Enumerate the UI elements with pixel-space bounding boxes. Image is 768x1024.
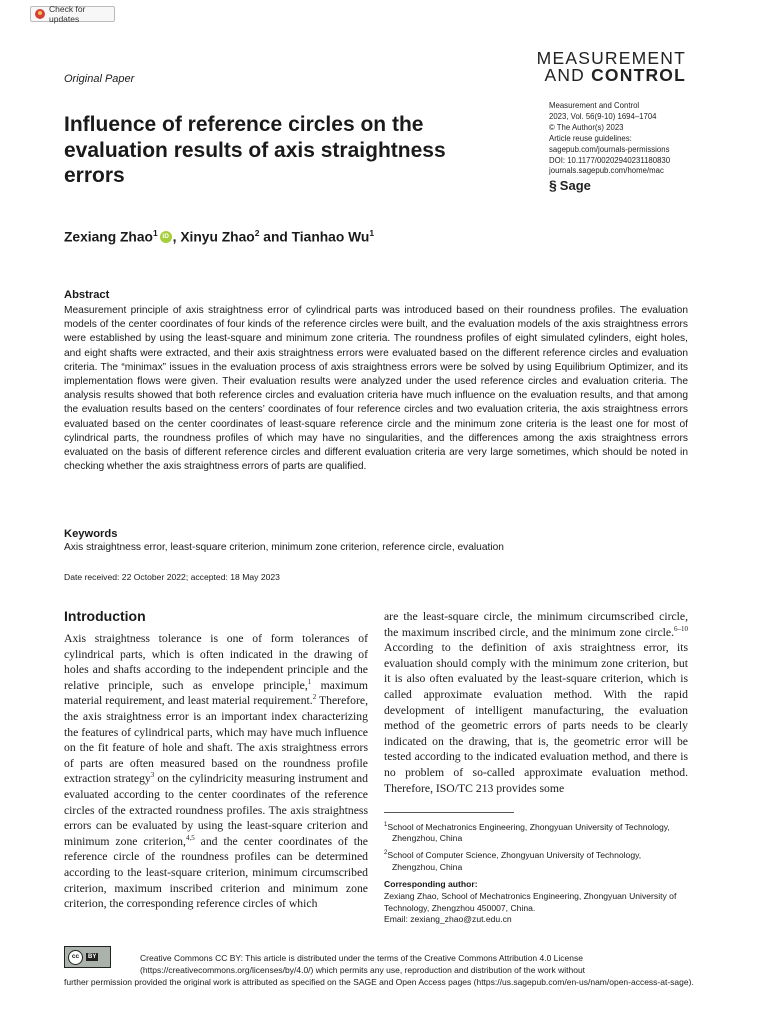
intro-text: According to the definition of axis straightness error, its evaluation should comply with the minimum zone criterion, but it is also often evaluated by the least-square criterion, which is called approximate evaluation method. With the rapid development of intelligent manufacturing, the evaluation method of the geometric errors of parts needs to be clearly indicated on the drawing, that is, the geometric error will be tested according to the indicated evaluation method, and there is no problem of so-called approximate evaluation method. Therefore, ISO/TC 213 provides some bbox=[384, 641, 688, 795]
sage-logo bbox=[549, 177, 591, 193]
affiliation-text: School of Mechatronics Engineering, Zhongyuan University of Technology, Zhengzhou, China bbox=[387, 821, 670, 844]
by-icon: BY bbox=[88, 954, 97, 960]
author-1-affil: 1 bbox=[152, 228, 158, 238]
article-type: Original Paper bbox=[64, 73, 135, 85]
meta-journal-link[interactable]: journals.sagepub.com/home/mac bbox=[549, 166, 664, 176]
intro-text: maximum material requirement, and least material requirement. bbox=[64, 678, 368, 708]
sage-logo-text: Sage bbox=[559, 177, 591, 193]
affiliations bbox=[384, 820, 688, 876]
journal-logo bbox=[537, 50, 686, 84]
meta-journal: Measurement and Control bbox=[549, 101, 640, 110]
journal-metadata bbox=[549, 101, 719, 177]
author-2[interactable]: , Xinyu Zhao bbox=[172, 229, 255, 245]
orcid-icon[interactable]: iD bbox=[160, 231, 172, 243]
keywords-text: Axis straightness error, least-square criterion, minimum zone criterion, reference circle, evaluation bbox=[64, 542, 504, 553]
introduction-heading: Introduction bbox=[64, 608, 146, 624]
affiliation-1 bbox=[384, 820, 688, 845]
intro-text: are the least-square circle, the minimum circumscribed circle, the maximum inscribed circle, and the minimum zone circle. bbox=[384, 610, 688, 639]
citation-ref[interactable]: 6–10 bbox=[674, 624, 688, 633]
abstract-heading: Abstract bbox=[64, 289, 110, 301]
author-1[interactable]: Zexiang Zhao bbox=[64, 229, 153, 245]
license-text bbox=[64, 953, 704, 988]
meta-doi[interactable]: DOI: 10.1177/00202940231180830 bbox=[549, 155, 671, 165]
meta-permissions-link[interactable]: sagepub.com/journals-permissions bbox=[549, 144, 670, 154]
citation-ref[interactable]: 1 bbox=[307, 677, 312, 686]
author-3[interactable]: and Tianhao Wu bbox=[259, 229, 370, 245]
license-line-2: further permission provided the original work is attributed as specified on the SAGE and Open Access pages (https://us.sagepub.com/en-us/nam/open-access-at-sage). bbox=[64, 976, 694, 987]
dates-received-accepted: Date received: 22 October 2022; accepted: 18 May 2023 bbox=[64, 572, 280, 582]
footnote-divider bbox=[384, 812, 514, 813]
body-column-right bbox=[384, 609, 688, 796]
corresponding-address: Zexiang Zhao, School of Mechatronics Engineering, Zhongyuan University of Technology, Zhengzhou 450007, China. bbox=[384, 890, 677, 913]
license-line-1: Creative Commons CC BY: This article is distributed under the terms of the Creative Commons Attribution 4.0 License (https://creativecommons.org/licenses/by/4.0/) which permits any use, reproduction and distribution of the work without bbox=[140, 953, 586, 975]
check-for-updates-label: Check for updates bbox=[49, 4, 86, 24]
corresponding-email[interactable]: Email: zexiang_zhao@zut.edu.cn bbox=[384, 914, 512, 925]
abstract-text: Measurement principle of axis straightness error of cylindrical parts was introduced based on their roundness profiles. The evaluation models of the center coordinates of four kinds of the reference circles were built, and the evaluation models of the axis straightness errors were established by using the least-square and minimum zone criteria. The roundness profiles of eight simulated cylinders, eight holes, and eight shafts were extracted, and their axis straightness errors were evaluated based on the different reference circles and evaluation criteria. The “minimax” issues in the evaluation process of axis straightness errors were be solved by using Equilibrium Optimizer, and its implementation flows were given. Their evaluation results were analyzed under the used reference circles and evaluation criteria. The analysis results showed that both reference circles and evaluation criteria have much influence on the evaluation results, and that among the evaluation results based on the centers’ coordinates of four reference circles and two evaluation criteria, the axis straightness errors evaluated based on the center coordinates of least-square reference circle and the minimum zone criteria is the least one for most of cylindrical parts, the roundness profiles of which may have no singularities, and the differences among the axis straightness errors evaluated on the basis of different reference circles and different evaluation criteria are very large sometimes, which should be noted in checking whether the axis straightness errors of parts are qualified. bbox=[64, 305, 688, 473]
citation-ref[interactable]: 4,5 bbox=[185, 833, 195, 842]
journal-logo-line2 bbox=[537, 67, 686, 84]
body-column-left bbox=[64, 631, 368, 912]
meta-reuse: Article reuse guidelines: bbox=[549, 133, 632, 143]
intro-text: Axis straightness tolerance is one of form tolerances of cylindrical parts, which is often indicated in the drawing of holes and shafts according to the independent principle and the relative principle, such as envelope principle, bbox=[64, 632, 368, 692]
affiliation-number: 2 bbox=[384, 850, 388, 857]
intro-text: on the cylindricity measuring instrument and evaluated according to the center coordinates of the reference circles of the extracted roundness profiles. The axis straightness errors can be evaluated by using the least-square criterion and minimum zone criterion, bbox=[64, 772, 368, 848]
intro-text: and the center coordinates of the reference circle of the roundness profiles can be determined according to the least-square criterion, minimum circumscribed criterion, maximum inscribed criterion and minimum zone criterion, the corresponding reference circles of which bbox=[64, 834, 368, 911]
intro-text: Therefore, the axis straightness error is an important index characterizing the features of cylindrical parts, which may have much influence on the fit feature of hole and shaft. The axis straightness errors of parts are often measured based on the roundness profile extraction strategy bbox=[64, 694, 368, 786]
author-2-affil: 2 bbox=[254, 228, 260, 238]
citation-ref[interactable]: 3 bbox=[150, 771, 155, 780]
journal-logo-control: CONTROL bbox=[591, 65, 686, 86]
corresponding-author bbox=[384, 879, 688, 926]
affiliation-number: 1 bbox=[384, 822, 388, 828]
affiliation-text: School of Computer Science, Zhongyuan University of Technology, Zhengzhou, China bbox=[387, 849, 642, 872]
cc-icon: cc bbox=[68, 950, 83, 965]
article-title: Influence of reference circles on the evaluation results of axis straightness errors bbox=[64, 113, 446, 187]
journal-logo-and: AND bbox=[544, 65, 592, 86]
affiliation-2 bbox=[384, 848, 688, 873]
corresponding-heading: Corresponding author: bbox=[384, 879, 478, 889]
author-3-affil: 1 bbox=[369, 228, 375, 238]
author-list bbox=[64, 228, 374, 245]
meta-copyright: © The Author(s) 2023 bbox=[549, 122, 624, 132]
sage-s-icon: § bbox=[549, 177, 557, 193]
keywords-heading: Keywords bbox=[64, 528, 118, 540]
citation-ref[interactable]: 2 bbox=[312, 693, 317, 702]
crossmark-icon bbox=[35, 9, 45, 19]
check-for-updates-button[interactable] bbox=[30, 6, 115, 22]
journal-logo-line1: MEASUREMENT bbox=[536, 48, 686, 68]
meta-volume: 2023, Vol. 56(9-10) 1694–1704 bbox=[549, 111, 657, 121]
